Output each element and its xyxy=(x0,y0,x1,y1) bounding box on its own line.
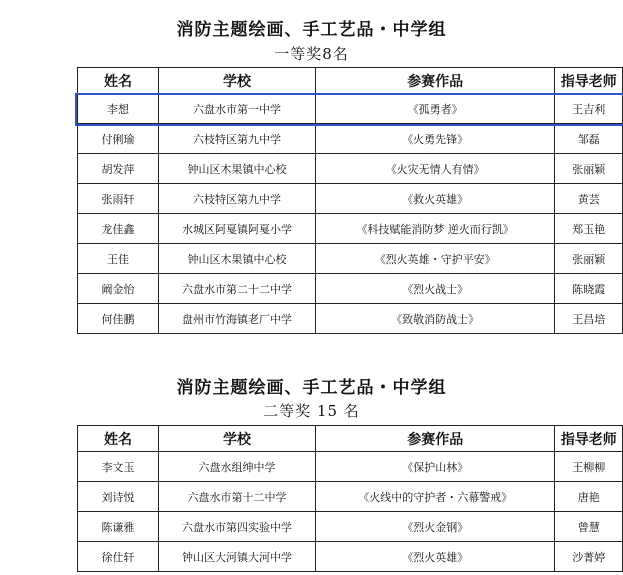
cell-name: 龙佳鑫 xyxy=(78,214,159,244)
cell-entry: 《救火英雄》 xyxy=(315,184,554,214)
cell-name: 徐仕轩 xyxy=(78,542,159,572)
table-row xyxy=(78,304,623,334)
column-header-school: 学校 xyxy=(158,68,315,94)
section-2-title: 消防主题绘画、手工艺品・中学组 xyxy=(176,378,447,398)
cell-name: 李想 xyxy=(78,94,159,124)
cell-name: 王佳 xyxy=(78,244,159,274)
column-header-name: 姓名 xyxy=(78,68,159,94)
table-row xyxy=(78,482,623,512)
cell-teacher: 王吉利 xyxy=(555,94,623,124)
cell-school: 六盘水市第二十二中学 xyxy=(158,274,315,304)
column-header-teacher: 指导老师 xyxy=(555,426,623,452)
cell-teacher: 张丽颖 xyxy=(555,154,623,184)
cell-school: 钟山区木果镇中心校 xyxy=(158,244,315,274)
cell-name: 李文玉 xyxy=(78,452,159,482)
cell-entry: 《孤勇者》 xyxy=(315,94,554,124)
cell-entry: 《火灾无情人有情》 xyxy=(315,154,554,184)
cell-teacher: 王昌培 xyxy=(555,304,623,334)
cell-school: 六盘水市第四实验中学 xyxy=(159,512,316,542)
table-row xyxy=(78,274,623,304)
cell-teacher: 邹磊 xyxy=(555,124,623,154)
cell-school: 六枝特区第九中学 xyxy=(158,184,315,214)
cell-school: 水城区阿戛镇阿戛小学 xyxy=(158,214,315,244)
cell-school: 钟山区大河镇大河中学 xyxy=(159,542,316,572)
cell-entry: 《火勇先锋》 xyxy=(315,124,554,154)
section-1-award: 一等奖8名 xyxy=(274,45,349,63)
column-header-entry: 参赛作品 xyxy=(315,68,554,94)
column-header-entry: 参赛作品 xyxy=(316,426,555,452)
section-1-title: 消防主题绘画、手工艺品・中学组 xyxy=(176,20,447,40)
cell-entry: 《烈火英雄・守护平安》 xyxy=(315,244,554,274)
table-row xyxy=(78,154,623,184)
table-row xyxy=(78,542,623,572)
cell-name: 张雨轩 xyxy=(78,184,159,214)
column-header-name: 姓名 xyxy=(78,426,159,452)
cell-school: 钟山区木果镇中心校 xyxy=(158,154,315,184)
cell-teacher: 王柳柳 xyxy=(555,452,623,482)
column-header-school: 学校 xyxy=(159,426,316,452)
cell-entry: 《烈火金钢》 xyxy=(316,512,555,542)
cell-school: 六盘水市第十二中学 xyxy=(159,482,316,512)
table-header-row xyxy=(78,426,623,452)
table-row xyxy=(78,452,623,482)
cell-teacher: 沙菁婷 xyxy=(555,542,623,572)
section-2-award: 二等奖 15 名 xyxy=(263,402,360,420)
cell-entry: 《火线中的守护者・六幕警戒》 xyxy=(316,482,555,512)
cell-name: 付俐瑜 xyxy=(78,124,159,154)
cell-name: 阚金怡 xyxy=(78,274,159,304)
cell-teacher: 郑玉艳 xyxy=(555,214,623,244)
cell-teacher: 陈晓霞 xyxy=(555,274,623,304)
table-row xyxy=(78,124,623,154)
column-header-teacher: 指导老师 xyxy=(555,68,623,94)
cell-name: 刘诗悦 xyxy=(78,482,159,512)
selected-row-highlight xyxy=(75,93,623,126)
table-row xyxy=(78,214,623,244)
second-prize-table xyxy=(77,425,623,572)
cell-name: 胡发萍 xyxy=(78,154,159,184)
cell-entry: 《烈火英雄》 xyxy=(316,542,555,572)
cell-name: 陈谦雅 xyxy=(78,512,159,542)
table-header-row xyxy=(78,68,623,94)
table-row xyxy=(78,512,623,542)
cell-name: 何佳鹏 xyxy=(78,304,159,334)
cell-school: 六枝特区第九中学 xyxy=(158,124,315,154)
cell-entry: 《烈火战士》 xyxy=(315,274,554,304)
cell-entry: 《保护山林》 xyxy=(316,452,555,482)
cell-school: 盘州市竹海镇老厂中学 xyxy=(158,304,315,334)
cell-entry: 《科技赋能消防梦 逆火而行凯》 xyxy=(315,214,554,244)
cell-school: 六盘水市第一中学 xyxy=(158,94,315,124)
cell-teacher: 曾慧 xyxy=(555,512,623,542)
cell-teacher: 黄芸 xyxy=(555,184,623,214)
table-row xyxy=(78,184,623,214)
cell-teacher: 张丽颖 xyxy=(555,244,623,274)
cell-entry: 《致敬消防战士》 xyxy=(315,304,554,334)
cell-teacher: 唐艳 xyxy=(555,482,623,512)
table-row xyxy=(78,244,623,274)
cell-school: 六盘水组绅中学 xyxy=(159,452,316,482)
